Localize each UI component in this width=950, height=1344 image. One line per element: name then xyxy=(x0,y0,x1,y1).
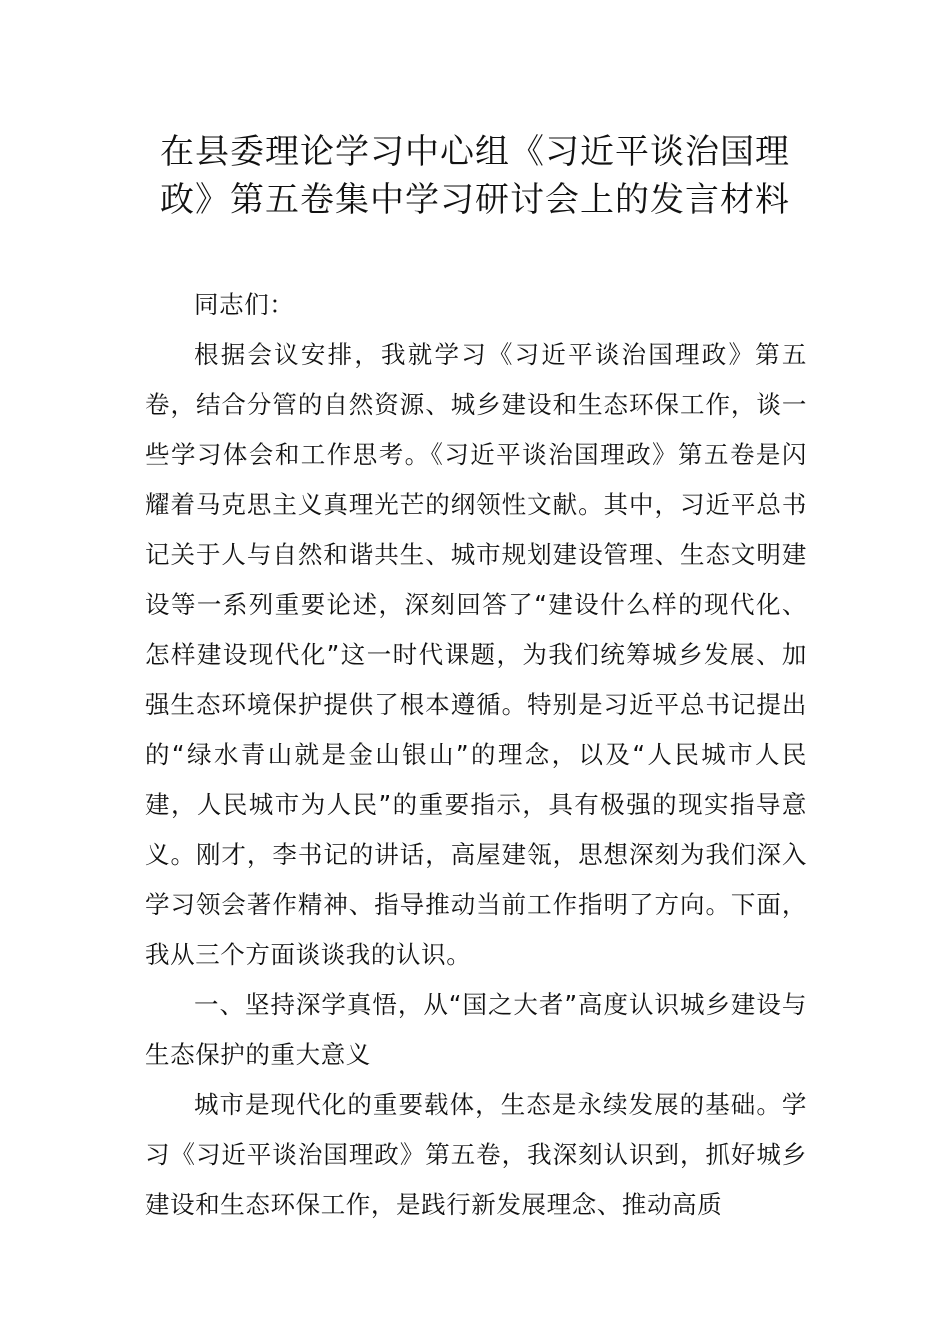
paragraph-section-1: 城市是现代化的重要载体，生态是永续发展的基础。学习《习近平谈治国理政》第五卷，我深刻认识到，抓好城乡建设和生态环保工作，是践行新发展理念、推动高质 xyxy=(145,1090,807,1219)
paragraph-intro: 根据会议安排，我就学习《习近平谈治国理政》第五卷，结合分管的自然资源、城乡建设和生态环保工作，谈一些学习体会和工作思考。《习近平谈治国理政》第五卷是闪耀着马克思主义真理光芒的纲领性文献。其中，习近平总书记关于人与自然和谐共生、城市规划建设管理、生态文明建设等一系列重要论述，深刻回答了“建设什么样的现代化、怎样建设现代化”这一时代课题，为我们统筹城乡发展、加强生态环境保护提供了根本遵循。特别是习近平总书记提出的“绿水青山就是金山银山”的理念，以及“人民城市人民建，人民城市为人民”的重要指示，具有极强的现实指导意义。刚才，李书记的讲话，高屋建瓴，思想深刻为我们深入学习领会著作精神、指导推动当前工作指明了方向。下面，我从三个方面谈谈我的认识。 xyxy=(145,340,807,969)
document-body xyxy=(145,280,807,1230)
section-heading-1: 一、坚持深学真悟，从“国之大者”高度认识城乡建设与生态保护的重大意义 xyxy=(145,990,807,1069)
salutation: 同志们： xyxy=(194,290,295,319)
document-title: 在县委理论学习中心组《习近平谈治国理政》第五卷集中学习研讨会上的发言材料 xyxy=(160,132,790,220)
